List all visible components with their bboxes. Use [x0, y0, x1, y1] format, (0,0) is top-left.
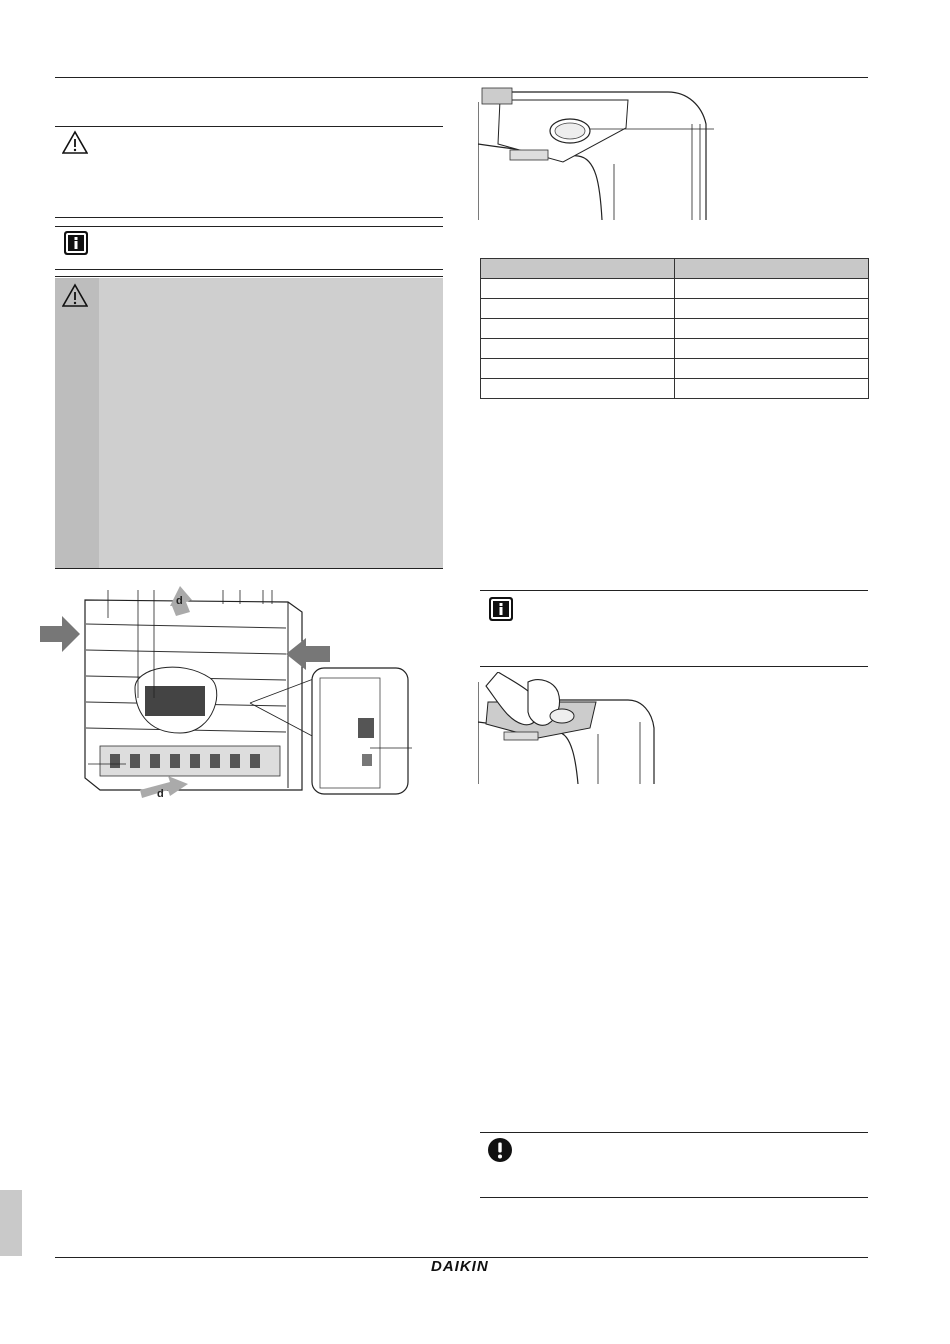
- caution-panel-bottom-rule: [55, 568, 443, 569]
- daikin-logo: DAIKIN: [431, 1258, 489, 1275]
- table-cell: [481, 359, 675, 379]
- notice-block-bottom-rule: [480, 1197, 868, 1198]
- info-i-icon: [63, 230, 89, 256]
- unit-label-d-top: d: [176, 595, 183, 607]
- notice-block-top-rule: [480, 1132, 868, 1133]
- unit-label-d-bottom: d: [157, 788, 164, 800]
- info-block-top-rule: [55, 226, 443, 227]
- table-cell: [481, 339, 675, 359]
- table-header-cell: [675, 259, 869, 279]
- table-cell: [481, 379, 675, 399]
- table-row: [481, 359, 869, 379]
- exclamation-circle-icon: [487, 1137, 513, 1163]
- caution-panel-icon-strip: [55, 278, 99, 568]
- table-row: [481, 379, 869, 399]
- chapter-side-tab: [0, 1190, 22, 1256]
- info-i-icon: [488, 596, 514, 622]
- table-cell: [675, 379, 869, 399]
- table-cell: [675, 299, 869, 319]
- indoor-unit-front-illustration: [40, 578, 420, 803]
- table-row: [481, 299, 869, 319]
- table-row: [481, 319, 869, 339]
- header-rule: [55, 77, 868, 78]
- info-block-top-rule: [480, 590, 868, 591]
- table-header-cell: [481, 259, 675, 279]
- table-cell: [481, 279, 675, 299]
- warning-block-top-rule: [55, 126, 443, 127]
- table-row: [481, 279, 869, 299]
- remove-cover-hand-illustration: [478, 672, 658, 784]
- caution-panel-top-rule: [55, 276, 443, 277]
- info-block-bottom-rule: [55, 269, 443, 270]
- warning-triangle-icon: [62, 130, 88, 156]
- spec-table: [480, 258, 869, 399]
- table-cell: [675, 359, 869, 379]
- unit-top-cover-illustration: [478, 84, 718, 220]
- table-cell: [481, 319, 675, 339]
- caution-panel: [55, 278, 443, 568]
- table-row: [481, 339, 869, 359]
- table-header-row: [481, 259, 869, 279]
- table-cell: [675, 279, 869, 299]
- warning-triangle-icon: [62, 283, 88, 309]
- table-cell: [675, 339, 869, 359]
- warning-block-bottom-rule: [55, 217, 443, 218]
- info-block-bottom-rule: [480, 666, 868, 667]
- table-cell: [675, 319, 869, 339]
- table-cell: [481, 299, 675, 319]
